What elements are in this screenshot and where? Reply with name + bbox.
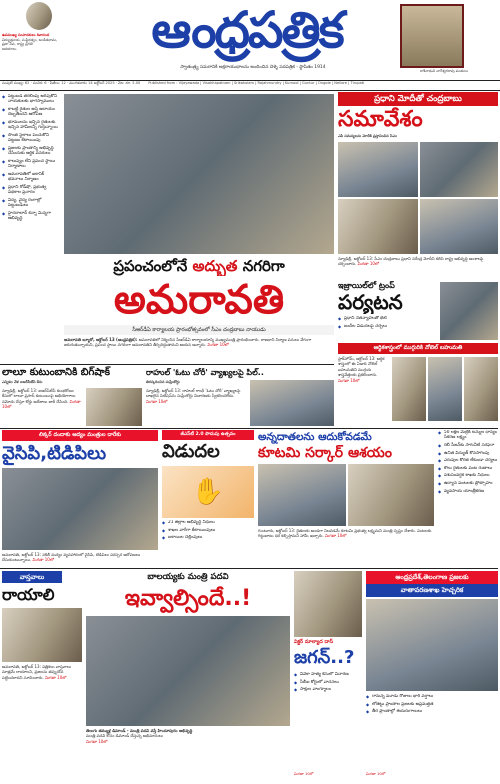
farmers-headline: అన్నదాతలను ఆదుకోవడమే: [258, 431, 372, 443]
weather-band: ఆంధ్రప్రదేశ్,తెలంగాణ ప్రజలకు: [395, 573, 469, 581]
lalu-sub: ఎన్నికల వేళ ఐఆర్‌సీటీసీ కేసు: [2, 380, 43, 384]
published-from: Published from : Vijayawada | Visakhapatnam | Srikakulam | Rajahmundry | Kurnool | Guntur | Ongole | Nellore | Tirupati: [148, 81, 365, 85]
weather-continued: మిగతా 10లో: [366, 772, 386, 776]
farmers-side-bullet: ◆ ఎరువుల కొరత లేకుండా చర్యలు: [438, 458, 498, 463]
modi-headline: సమావేశం: [338, 107, 423, 132]
weather-bullets: [366, 694, 498, 717]
vidudala-tag: జీఎస్‌టీ 2.0 పొదుపు ఉత్సవం: [180, 432, 236, 437]
farmers-side-bullet: ◆ పశుసంవర్ధక శాఖకు నిధులు: [438, 473, 498, 478]
masthead: [0, 0, 500, 80]
trump-photo: [440, 282, 498, 340]
weather-bullet: ◆ రానున్న మూడు రోజులు భారీ వర్షాలు: [366, 694, 498, 699]
left-bullet: ◆ విద్య, వైద్య రంగాల్లో పెట్టుబడులు: [2, 198, 60, 209]
balayya-caption-2: మంత్రి పదవి కోసం డిమాండ్ చేస్తున్న అభిమానులు: [86, 733, 163, 739]
left-bullet: ◆ కాబట్టి రైతుల ఆస్తి ఆదాయం దెబ్బతిందని ఆరోపణ: [2, 107, 60, 118]
rahul-photo: [250, 380, 334, 426]
left-bullet-list: [2, 94, 60, 222]
handshake-icon: ✋: [191, 477, 225, 507]
rahul-headline: రాహుల్ 'ఓటు చోరీ' వ్యాఖ్యలపై పిల్..: [146, 368, 264, 377]
main-byline: అమరావతి బ్యూరో, అక్టోబర్ 13 (ఆంధ్రపత్రిక):: [64, 337, 138, 342]
editor-photo: [26, 2, 52, 30]
lalu-photo: [86, 388, 142, 426]
modi-photo-1: [338, 142, 418, 197]
modi-photo-3: [338, 199, 418, 254]
vidudala-bullet: ◆ శాఖల వారీగా కేటాయింపులు: [162, 528, 254, 533]
farmers-side-bullets: [438, 430, 498, 496]
main-kicker: ప్రపంచంలోనే అద్భుత నగరిగా: [113, 257, 285, 275]
left-bullet: ◆ అమరావతిలో ఐకానిక్ భవనాలు నిర్మాణం: [2, 172, 60, 183]
modi-body: న్యూఢిల్లీ, అక్టోబర్ 13: సీఎం చంద్రబాబు ప్రధాని నరేంద్ర మోదీని కలిసి రాష్ట్ర అభివృద్ధి అంశాలపై చర్చించారు.: [338, 256, 484, 267]
jagan-caption: విక్టర్ మాల్యాద దాస్: [294, 639, 334, 645]
trump-bullet: ◆ ప్రధాని నెతన్యాహుతో భేటీ: [338, 316, 438, 321]
balayya-photo: [86, 616, 290, 726]
main-kicker-accent: అద్భుత: [192, 257, 238, 275]
masthead-left-line-4: ఆశయాలు: [2, 46, 17, 51]
edition-details: సంపుటి సంఖ్య: 62 · సంచిక: 6 · పేజీలు: 12 · మంగళవారం 14 అక్టోబర్ 2025 · వెల: రూ. 5.00: [2, 81, 141, 85]
farmers-side-bullet: ◆ 50 లక్షల మెట్రిక్ టన్నుల ధాన్యం సేకరణ లక్ష్యం: [438, 430, 498, 441]
ysrcp-continued: మిగతా 10లో: [32, 557, 54, 563]
jagan-bullet: ◆ సీబీఐ కోర్టులో వాదనలు: [294, 680, 360, 685]
farmers-side-bullet: ◆ వ్యవసాయ యాంత్రీకరణ: [438, 489, 498, 494]
newspaper-title: ఆంధ్రపత్రిక: [151, 1, 343, 59]
nobel-laureate-3: [464, 357, 498, 421]
ysrcp-body: అమరావతి, అక్టోబర్ 13: నకిలీ మద్యం వ్యవహారంలో వైసిపి, టిడిపిలు పరస్పర ఆరోపణలు చేసుకుంటున్నాయి.: [2, 552, 141, 563]
balayya-continued: మిగతా 10లో: [86, 738, 108, 744]
vidudala-graphic: [162, 466, 254, 518]
nobel-body: స్టాక్‌హోమ్, అక్టోబర్ 13: ఆర్థిక శాస్త్రంలో ఈ ఏడాది నోబెల్ బహుమతిని ముగ్గురు శాస్త్రవేత్తలకు ప్రకటించారు.: [338, 356, 385, 378]
vidudala-bullet: ◆ బకాయిల చెల్లింపులు: [162, 535, 254, 540]
vastu-continued: మిగతా 10లో: [44, 674, 67, 680]
farmers-photo-2: [348, 464, 434, 526]
weather-bullet: ◆ తీర ప్రాంతాల్లో ఈదురుగాలులు: [366, 709, 498, 714]
main-continued: మిగతా 10లో: [207, 342, 229, 348]
jagan-photo: [294, 571, 362, 637]
farmers-body: గుంటూరు, అక్టోబర్ 13: రైతులకు అండగా నిలవడమే కూటమి ప్రభుత్వ లక్ష్యమని మంత్రి స్పష్టం చేశారు. పంటలకు గిట్టుబాటు ధర కల్పిస్తామని హామీ ఇచ్చారు.: [258, 528, 432, 539]
left-bullet: ◆ పెట్టుబడి తరలింపు అరిపుకొని నాయకులకు భాగస్వాములు: [2, 94, 60, 105]
vidudala-bullets: [162, 520, 254, 543]
balayya-caption: తెలుగు తమ్ముళ్ల డిమాండ్ - మంత్రి పదవి వస్తే హిందూపురం అభివృద్ధి: [86, 728, 193, 733]
main-headline: అమరావతి: [113, 277, 285, 323]
lalu-body: న్యూఢిల్లీ, అక్టోబర్ 13: ఐఆర్‌సీటీసీ కుంభకోణం కేసులో లాలూ ప్రసాద్ కుటుంబంపై అభియోగాలు నమోదు చేస్తూ కోర్టు ఆదేశాలు జారీ చేసింది.: [2, 388, 76, 404]
ysrcp-headline: వైసిపి,టిడిపిలు: [2, 443, 107, 464]
weather-bullet: ◆ లోతట్టు ప్రాంతాల ప్రజలకు అప్రమత్తత: [366, 702, 498, 707]
ysrcp-photo: [2, 468, 158, 550]
farmers-side-bullet: ◆ రబీ సీజన్‌కు సాగునీటి సరఫరా: [438, 443, 498, 448]
farmers-photo-1: [258, 464, 346, 526]
stamp-caption: కాశీనాథుని నాగేశ్వరరావు పంతులు: [420, 69, 468, 73]
balayya-headline: ఇవ్వాల్సిందే..!: [124, 586, 252, 611]
masthead-left-line-2: విద్యుత్తులకు, సుస్ధిరత్వం, అంకితభావం,: [2, 37, 58, 42]
vidudala-bullet: ◆ 21 జిల్లాల అభివృద్ధి నిధులు: [162, 520, 254, 525]
vastu-band: వాస్తవాలు: [19, 573, 45, 581]
vastu-body: అమరావతి, అక్టోబర్ 13: పత్రికలు వాస్తవాలు మాత్రమే రాయాలని, ప్రజలను తప్పుదోవ పట్టించరాదని సూచించారు.: [2, 664, 72, 680]
nobel-laureate-2: [428, 357, 462, 421]
vastu-headline: రాయాలి: [2, 585, 55, 604]
trump-bullet: ◆ బందీల విడుదలపై చర్చలు: [338, 324, 438, 329]
left-bullet: ◆ కాలుష్యం లేని ప్రపంచ స్థాయి నిర్మాణాలు: [2, 159, 60, 170]
trump-bullets: [338, 316, 438, 331]
weather-headline: వాతావరణశాఖ హెచ్చరిక: [400, 586, 464, 594]
jagan-continued: మిగతా 10లో: [294, 772, 314, 776]
modi-sub: ఎపీ సమస్యలను మోదీకి ప్రస్తావించిన సీఎం: [338, 134, 397, 138]
modi-photo-2: [420, 142, 498, 197]
masthead-left-line-3: ప్రజా సేవ, రాష్ట్ర ప్రగతి: [2, 42, 33, 47]
farmers-side-bullet: ◆ కౌలు రైతులకు పంట రుణాలు: [438, 466, 498, 471]
jagan-bullet: ◆ సాక్షుల వాంగ్మూలం: [294, 687, 360, 692]
vastu-photo: [2, 608, 82, 662]
founder-stamp: [400, 4, 464, 68]
left-bullet: ◆ సొంత స్థలాలు పెంచుకొని పట్టణం కేటాయింపు: [2, 133, 60, 144]
modi-continued: మిగతా 10లో: [357, 261, 380, 267]
lalu-continued: మిగతా 10లో: [2, 398, 81, 410]
rahul-sub: తిరస్కరించిన సుప్రీంకోర్టు: [146, 380, 180, 384]
masthead-left-line-1: ఉపముఖ్య సంపాదకులు శివానంద: [2, 33, 50, 37]
left-column: [2, 94, 60, 359]
left-bullet: ◆ భూములను ఇచ్చిన రైతులకు ఇచ్చిన హామీలన్నీ గుర్తున్నాయి: [2, 120, 60, 131]
farmers-side-bullet: ◆ ఉచిత విద్యుత్ కొనసాగింపు: [438, 451, 498, 456]
tagline: స్వాతంత్ర్య సమరానికి అక్షరాయుధాలను అందించిన చెళ్ళె పదపత్రిక - స్థాపితం 1914: [180, 65, 326, 70]
trump-kicker: ఇజ్రాయిల్‌లో ట్రంప్: [338, 281, 395, 290]
weather-photo: [366, 599, 498, 691]
vidudala-headline: విడుదల: [162, 441, 220, 462]
lalu-headline: లాలూ కుటుంబానికి బిగ్‌షాక్: [2, 367, 110, 378]
balayya-band: బాలయ్యకు మంత్రి పదవి: [147, 572, 229, 582]
jagan-bullet: ◆ వివేకా హత్య కేసులో విచారణ: [294, 672, 360, 677]
left-bullet: ◆ ప్రధాని రోడ్‌షో, ప్రభుత్వ పథకాల ప్రచారం: [2, 185, 60, 196]
nobel-laureate-1: [392, 357, 426, 421]
amaravati-event-photo: [64, 94, 334, 254]
left-bullet: ◆ హైదరాబాద్ కన్నా మిన్నగా అభివృద్ధి: [2, 211, 60, 222]
farmers-continued: మిగతా 10లో: [325, 533, 347, 539]
modi-photo-4: [420, 199, 498, 254]
rahul-continued: మిగతా 10లో: [146, 398, 168, 404]
jagan-headline: జగన్..?: [294, 647, 355, 668]
modi-kicker: ప్రధాని మోదీతో చంద్రబాబు: [374, 94, 462, 104]
nobel-continued: మిగతా 10లో: [338, 377, 360, 383]
trump-headline: పర్యటన: [338, 290, 403, 314]
left-bullet: ◆ ప్రజలకు ప్రాంతాన్ని అభివృద్ధి చేసేందుకు ఆర్థిక వనరులు: [2, 146, 60, 157]
main-body: అమరావతిలో నిర్మించిన సీఆర్‌డీఏ కార్యాలయాన్ని ముఖ్యమంత్రి ప్రారంభించారు. రాజధాని నిర్మాణ పనులు వేగంగా జరుగుతున్నాయని, ప్రపంచ స్థాయి నగరంగా అమరావతిని తీర్చిదిద్దుతామని ఆయన అన్నారు.: [64, 337, 312, 348]
farmers-subhead: కూటమి సర్కార్ ఆశయం: [258, 445, 392, 461]
nobel-headline: ఆర్థికశాస్త్రంలో ముగ్గురికి నోబెల్ బహుమతి: [373, 345, 463, 351]
main-subhead: సీఆర్‌డీఏ కార్యాలయ ప్రారంభోత్సవంలో సీఎం చంద్రబాబు నాయుడు: [64, 325, 334, 335]
farmers-side-bullet: ◆ ఉద్యాన పంటలకు ప్రోత్సాహం: [438, 481, 498, 486]
ysrcp-band: లిక్కర్ దందాకు ఆద్యం మంత్రుల దారేకు: [39, 432, 121, 438]
jagan-bullets: [294, 672, 360, 695]
rahul-body: న్యూఢిల్లీ, అక్టోబర్ 13: రాహుల్ గాంధీ 'ఓటు చోరీ' వ్యాఖ్యలపై దాఖలైన పిటిషన్‌ను సుప్రీంకోర్టు విచారణకు స్వీకరించలేదు.: [146, 388, 241, 399]
